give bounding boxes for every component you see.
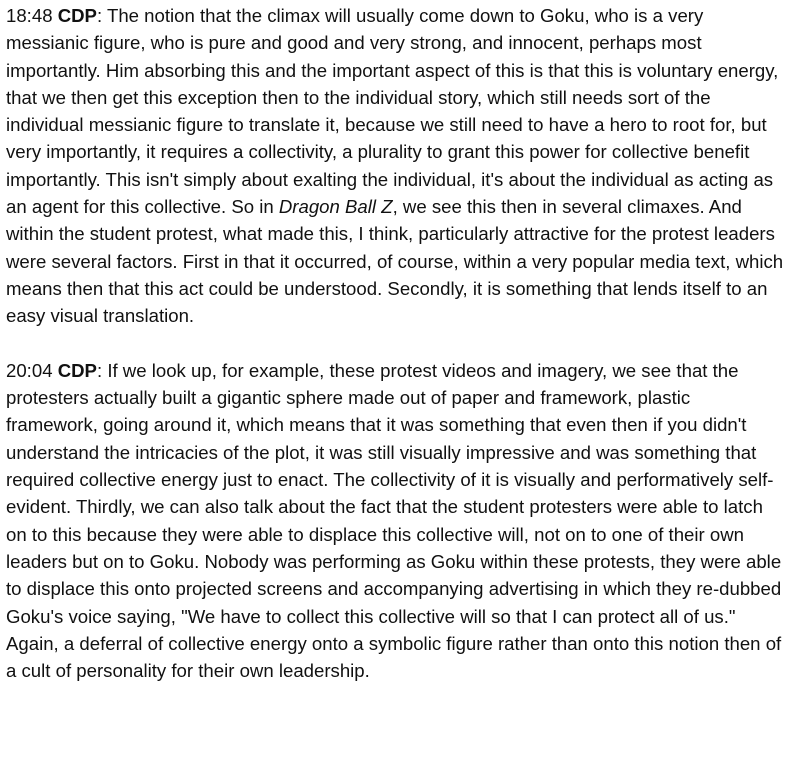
speaker-label: CDP <box>57 359 97 381</box>
paragraph-text-after-title: , we see this then in several climaxes. And within the student protest, what made this, I think, particularly attractive for the protest leaders were several factors. First in that it occurred, of course, within a very popular media text, which means then that this act could be understood. Secondly, it is something that lends itself to an easy visual translation. <box>6 196 784 327</box>
transcript-paragraph-2 <box>6 357 785 685</box>
speaker-label: CDP <box>57 5 97 26</box>
speaker-separator: : <box>96 359 108 381</box>
speaker-separator: : <box>96 5 107 26</box>
transcript-paragraph-1 <box>6 2 785 330</box>
timestamp: 18:48 <box>6 5 53 26</box>
paragraph-text: If we look up, for example, these protest videos and imagery, we see that the protesters actually built a gigantic sphere made out of paper and framework, plastic framework, going around it, which means that it was something that even then if you didn't understand the intricacies of the plot, it was still visually impressive and was something that required collective energy just to enact. The collectivity of it is visually and performatively self-evident. Thirdly, we can also talk about the fact that the student protesters were able to latch on to this because they were able to displace this collective will, not on to one of their own leaders but on to Goku. Nobody was performing as Goku within these protests, they were able to displace this onto projected screens and accompanying advertising in which they re-dubbed Goku's voice saying, "We have to collect this collective will so that I can protect all of us." Again, a deferral of collective energy onto a symbolic figure rather than onto this notion then of a cult of personality for their own leadership. <box>6 359 782 682</box>
paragraph-text-before-title: The notion that the climax will usually come down to Goku, who is a very messianic figure, who is pure and good and very strong, and innocent, perhaps most importantly. Him absorbing this and the important aspect of this is that this is voluntary energy, that we then get this exception then to the individual story, which still needs sort of the individual messianic figure to translate it, because we still need to have a hero to root for, but very importantly, it requires a collectivity, a plurality to grant this power for collective benefit importantly. This isn't simply about exalting the individual, it's about the individual as acting as an agent for this collective. So in <box>6 5 779 218</box>
timestamp: 20:04 <box>6 359 53 381</box>
work-title: Dragon Ball Z <box>278 196 393 218</box>
